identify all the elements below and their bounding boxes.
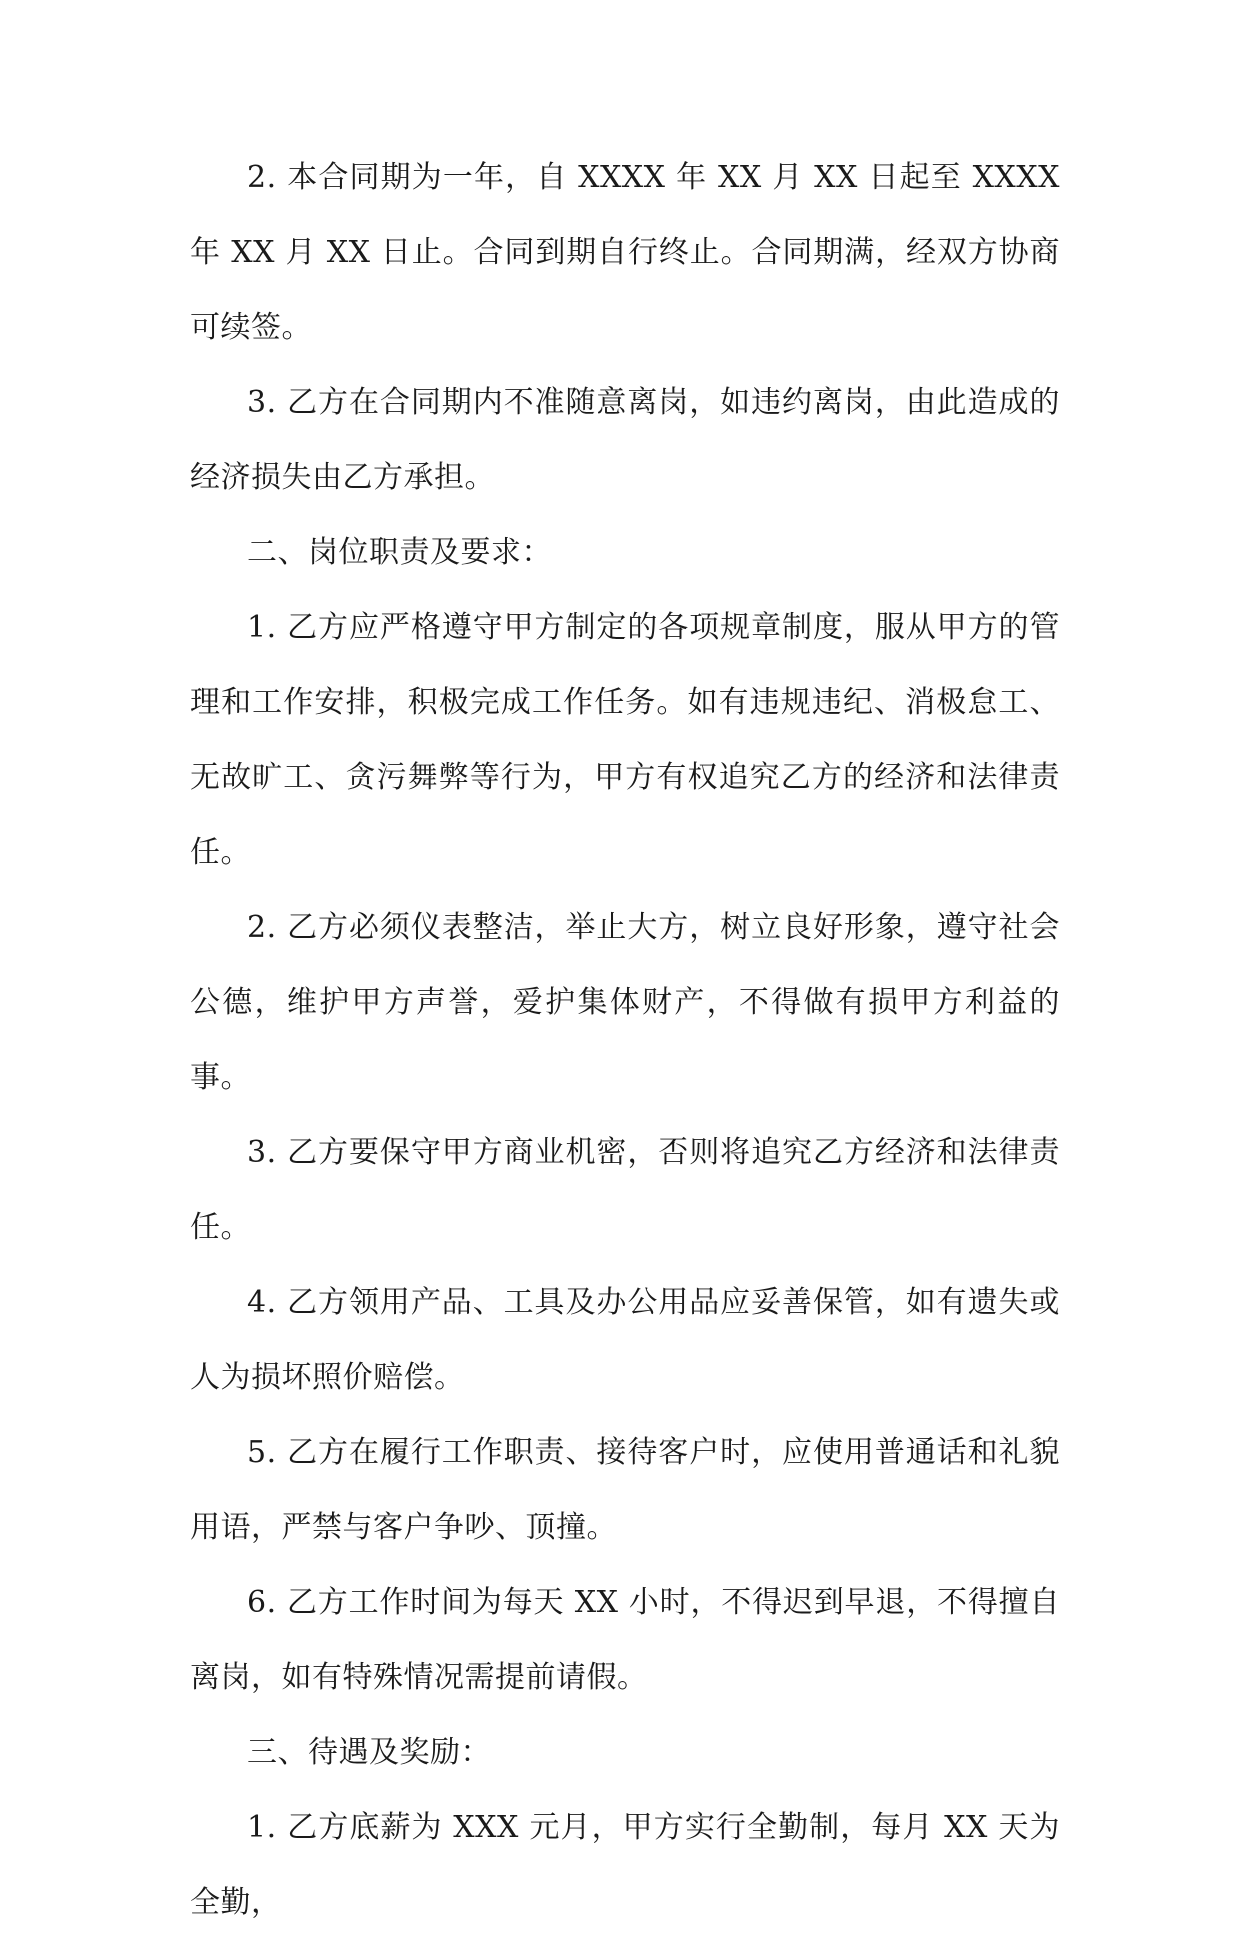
paragraph-duty-3: 3. 乙方要保守甲方商业机密，否则将追究乙方经济和法律责任。 [190,1135,1060,1245]
paragraph-benefit-1: 1. 乙方底薪为 XXX 元月，甲方实行全勤制，每月 XX 天为全勤， [190,1810,1060,1920]
paragraph-duty-1: 1. 乙方应严格遵守甲方制定的各项规章制度，服从甲方的管理和工作安排，积极完成工作任务。如有违规违纪、消极怠工、无故旷工、贪污舞弊等行为，甲方有权追究乙方的经济和法律责任。 [190,610,1060,870]
paragraph-duty-2: 2. 乙方必须仪表整洁，举止大方，树立良好形象，遵守社会公德，维护甲方声誉，爱护集体财产，不得做有损甲方利益的事。 [190,910,1060,1095]
paragraph-no-leaving-post: 3. 乙方在合同期内不准随意离岗，如违约离岗，由此造成的经济损失由乙方承担。 [190,385,1060,495]
paragraph-duty-4: 4. 乙方领用产品、工具及办公用品应妥善保管，如有遗失或人为损坏照价赔偿。 [190,1285,1060,1395]
paragraph-contract-term: 2. 本合同期为一年，自 XXXX 年 XX 月 XX 日起至 XXXX 年 XX 月 XX 日止。合同到期自行终止。合同期满，经双方协商可续签。 [190,160,1060,345]
section-heading-duties: 二、岗位职责及要求： [247,535,552,570]
section-heading-benefits: 三、待遇及奖励： [247,1735,491,1770]
document-body [190,140,1060,1940]
paragraph-duty-6: 6. 乙方工作时间为每天 XX 小时，不得迟到早退，不得擅自离岗，如有特殊情况需提前请假。 [190,1585,1060,1695]
paragraph-duty-5: 5. 乙方在履行工作职责、接待客户时，应使用普通话和礼貌用语，严禁与客户争吵、顶撞。 [190,1435,1060,1545]
